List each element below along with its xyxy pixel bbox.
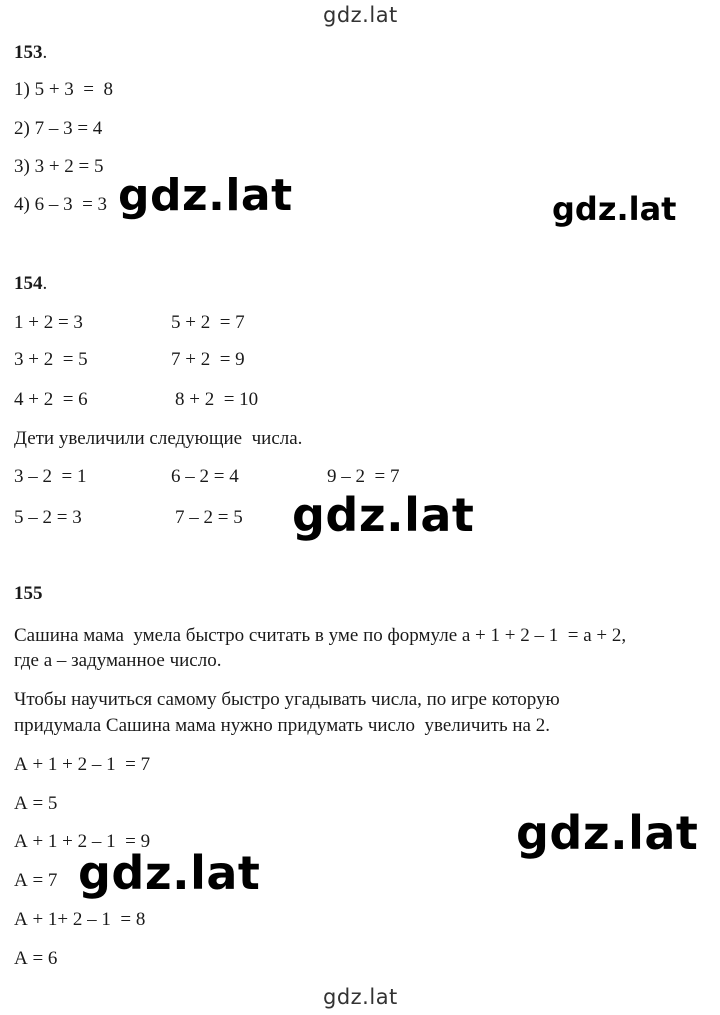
equation-line: 1) 5 + 3 = 8 — [14, 79, 114, 100]
equation-line: А = 7 — [14, 870, 58, 891]
equation-cell: 9 – 2 = 7 — [327, 466, 400, 487]
equation-line: 2) 7 – 3 = 4 — [14, 118, 103, 139]
equation-line: А = 6 — [14, 948, 58, 969]
equation-cell: 3 + 2 = 5 — [14, 349, 88, 370]
watermark-large: gdz.lat — [292, 488, 475, 542]
equation-line: А + 1 + 2 – 1 = 9 — [14, 831, 151, 852]
equation-cell: 6 – 2 = 4 — [171, 466, 239, 487]
task-number: 153 — [14, 42, 43, 63]
equation-cell: 5 – 2 = 3 — [14, 507, 82, 528]
equation-cell: 5 + 2 = 7 — [171, 312, 245, 333]
equation-cell: 4 + 2 = 6 — [14, 389, 88, 410]
equation-cell: 7 + 2 = 9 — [171, 349, 245, 370]
equation-cell: 1 + 2 = 3 — [14, 312, 83, 333]
task-155-heading: 155 — [14, 583, 43, 604]
equation-line: А + 1 + 2 – 1 = 7 — [14, 754, 151, 775]
task-number-dot: . — [42, 42, 48, 63]
watermark-large: gdz.lat — [118, 170, 293, 221]
task-number: 154 — [14, 273, 43, 294]
equation-cell: 3 – 2 = 1 — [14, 466, 87, 487]
equation-line: 4) 6 – 3 = 3 — [14, 194, 108, 215]
equation-line: А + 1+ 2 – 1 = 8 — [14, 909, 146, 930]
task-154-heading — [14, 274, 47, 293]
paragraph-line: Чтобы научиться самому быстро угадывать числа, по игре которую — [14, 689, 560, 710]
watermark-medium: gdz.lat — [552, 190, 677, 228]
equation-line: 3) 3 + 2 = 5 — [14, 156, 104, 177]
equation-cell: 8 + 2 = 10 — [175, 389, 259, 410]
equation-line: А = 5 — [14, 793, 58, 814]
watermark-top: gdz.lat — [323, 3, 398, 27]
task-153-heading — [14, 43, 47, 62]
paragraph-line: придумала Сашина мама нужно придумать число увеличить на 2. — [14, 715, 550, 736]
paragraph-line: где а – задуманное число. — [14, 650, 222, 671]
paragraph-line: Сашина мама умела быстро считать в уме по формуле а + 1 + 2 – 1 = а + 2, — [14, 625, 627, 646]
equation-cell: 7 – 2 = 5 — [175, 507, 243, 528]
watermark-large: gdz.lat — [78, 846, 261, 900]
task-number-dot: . — [42, 273, 48, 294]
task-154-note: Дети увеличили следующие числа. — [14, 428, 303, 449]
watermark-large: gdz.lat — [516, 806, 699, 860]
watermark-bottom: gdz.lat — [323, 985, 398, 1009]
